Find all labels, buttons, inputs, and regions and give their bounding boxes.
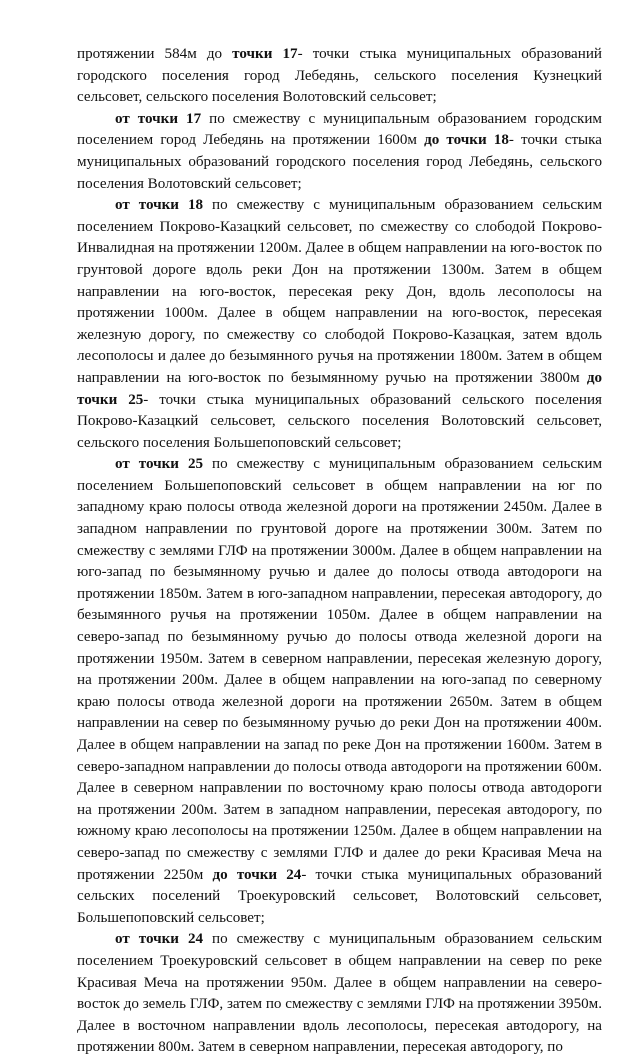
- text-run: по смежеству с муниципальным образованием сельским поселением Большепоповский сельсовет в общем направлении на юг по западному краю полосы отвода железной дороги на протяжении 2450м. Далее в западном направлении по грунтовой дороге на протяжении 300м. Затем по смежеству с землями ГЛФ на протяжении 3000м. Далее в общем направлении на юго-запад по безымянному ручью и далее до полосы отвода автодороги на протяжении 1850м. Затем в юго-западном направлении, пересекая автодорогу, до безымянного ручья на протяжении 1050м. Далее в общем направлении на северо-запад по безымянному ручью до полосы отвода железной дороги на протяжении 1950м. Затем в северном направлении, пересекая железную дорогу, на протяжении 200м. Далее в общем направлении на юго-запад по северному краю полосы отвода железной дороги на протяжении 2650м. Затем в общем направлении на север по безымянному ручью до реки Дон на протяжении 400м. Далее в общем направлении на запад по реке Дон на протяжении 1600м. Затем в северо-западном направлении до полосы отвода автодороги на протяжении 600м. Далее в северном направлении по восточному краю полосы отвода автодороги на протяжении 200м. Затем в западном направлении, пересекая автодорогу, по южному краю лесополосы на протяжении 1250м. Далее в общем направлении на северо-запад по смежеству с землями ГЛФ и далее до реки Красивая Меча на протяжении 2250м: [77, 456, 603, 883]
- point-label: до точки 24: [212, 866, 302, 883]
- text-run: - точки стыка муниципальных образований сельского поселения Покрово-Казацкий сельсовет, сельского поселения Волотовский сельсовет, сельского поселения Большепоповский сельсовет;: [77, 391, 602, 451]
- point-label: от точки 24: [115, 931, 204, 948]
- paragraph-2: [77, 109, 602, 195]
- text-run: протяжении 584м до: [77, 46, 233, 62]
- point-label: от точки 17: [115, 110, 202, 127]
- point-label: до точки 18: [424, 132, 509, 149]
- point-label: точки 17: [232, 46, 298, 62]
- point-label: до точки 25: [77, 369, 602, 408]
- point-label: от точки 25: [115, 456, 204, 473]
- text-run: по смежеству с муниципальным образованием сельским поселением Покрово-Казацкий сельсовет, по смежеству со слободой Покрово-Инвалидная на протяжении 1200м. Далее в общем направлении на юго-восток по грунтовой дороге вдоль реки Дон на протяжении 1300м. Затем в общем направлении на юго-восток, пересекая реку Дон, вдоль лесополосы на протяжении 1000м. Далее в общем направлении на юго-восток, пересекая железную дорогу, по смежеству со слободой Покрово-Казацкая, затем вдоль лесополосы и далее до безымянного ручья на протяжении 1800м. Затем в общем направлении на юго-восток по безымянному ручью на протяжении 3800м: [77, 197, 603, 386]
- text-run: - точки стыка муниципальных образований сельских поселений Троекуровский сельсовет, Волотовский сельсовет, Большепоповский сельсовет;: [77, 866, 602, 926]
- text-run: по смежеству с муниципальным образованием городским поселением город Лебедянь на протяжении 1600м: [77, 110, 602, 149]
- text-run: - точки стыка муниципальных образований городского поселения город Лебедянь, сельского поселения Кузнецкий сельсовет, сельского поселения Волотовский сельсовет;: [77, 46, 602, 106]
- paragraph-1: [77, 44, 602, 109]
- point-label: от точки 18: [115, 197, 204, 214]
- text-run: по смежеству с муниципальным образованием сельским поселением Троекуровский сельсовет в общем направлении на север по реке Красивая Меча на протяжении 950м. Далее в общем направлении на северо-восток до земель ГЛФ, затем по смежеству с землями ГЛФ на протяжении 3950м. Далее в восточном направлении вдоль лесополосы, пересекая автодорогу, на протяжении 800м. Затем в северном направлении, пересекая автодорогу, по: [77, 931, 603, 1056]
- paragraph-3: [77, 195, 602, 454]
- text-run: - точки стыка муниципальных образований городского поселения город Лебедянь, сельского поселения Волотовский сельсовет;: [77, 132, 602, 192]
- paragraph-5: [77, 929, 602, 1059]
- paragraph-4: [77, 454, 602, 929]
- document-page: [77, 44, 602, 1059]
